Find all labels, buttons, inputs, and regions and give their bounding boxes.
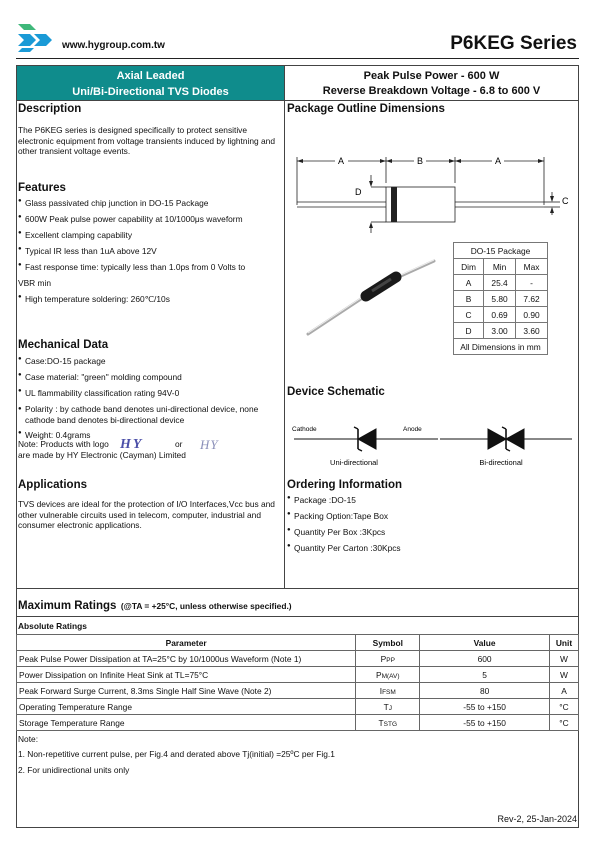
- applications-title: Applications: [18, 479, 88, 491]
- revision-label: Rev-2, 25-Jan-2024: [497, 814, 577, 824]
- description-title: Description: [18, 103, 82, 115]
- table-row: [17, 699, 579, 715]
- table-cell: B: [454, 291, 484, 307]
- list-item: ● Fast response time: typically less than 1.0ps from 0 Volts to: [18, 262, 282, 278]
- dim-label-b: B: [416, 156, 424, 166]
- list-item: ● Case:DO-15 package: [18, 356, 282, 372]
- list-item: ● Quantity Per Box :3Kpcs: [287, 527, 575, 543]
- table-cell: W: [549, 667, 578, 683]
- table-cell: 3.00: [484, 323, 516, 339]
- logo-note-line-1: Note: Products with logo: [18, 439, 109, 449]
- divider: [17, 616, 578, 617]
- device-schematic-drawing: [288, 420, 576, 472]
- bi-directional-label: Bi-directional: [479, 458, 523, 467]
- table-cell: Operating Temperature Range: [17, 699, 356, 715]
- rating-line-2: Reverse Breakdown Voltage - 6.8 to 600 V: [322, 85, 541, 97]
- ratings-heading: [18, 596, 292, 614]
- list-item: ● Glass passivated chip junction in DO-15 Package: [18, 198, 282, 214]
- ratings-condition: (@TA = +25°C, unless otherwise specified.): [120, 601, 292, 611]
- table-row: [17, 683, 579, 699]
- table-cell: °C: [549, 715, 578, 731]
- list-item-continuation: VBR min: [18, 278, 52, 288]
- list-item: ● Package :DO-15: [287, 495, 575, 511]
- table-cell: A: [454, 275, 484, 291]
- product-type-banner: [17, 66, 284, 100]
- table-cell: 7.62: [516, 291, 548, 307]
- table-row: [454, 307, 548, 323]
- symbol-cell: TJ: [356, 699, 420, 715]
- table-row: [17, 651, 579, 667]
- max-ratings-table: [16, 634, 579, 731]
- dim-label-d: D: [355, 187, 362, 197]
- list-item: ● UL flammability classification rating 94V-0: [18, 388, 282, 404]
- schematic-title: Device Schematic: [287, 386, 385, 398]
- table-header: Symbol: [356, 635, 420, 651]
- ordering-title: Ordering Information: [287, 479, 402, 491]
- note-1: 1. Non-repetitive current pulse, per Fig.4 and derated above Tj(initial) =25ºC per Fig.1: [18, 749, 335, 759]
- banner-line-2: Uni/Bi-Directional TVS Diodes: [72, 86, 229, 98]
- table-cell: Peak Pulse Power Dissipation at TA=25°C by 10/1000us Waveform (Note 1): [17, 651, 356, 667]
- rating-banner: [285, 66, 578, 100]
- table-cell: -55 to +150: [420, 715, 550, 731]
- table-cell: 0.69: [484, 307, 516, 323]
- hy-logo-1: HY: [120, 437, 144, 452]
- table-cell: A: [549, 683, 578, 699]
- table-cell: -: [516, 275, 548, 291]
- cathode-label: Cathode: [292, 426, 317, 433]
- diode-photo-icon: [300, 258, 440, 340]
- logo-note-line-2: are made by HY Electronic (Cayman) Limited: [18, 450, 186, 460]
- table-cell: 5: [420, 667, 550, 683]
- table-cell: 80: [420, 683, 550, 699]
- table-header: Parameter: [17, 635, 356, 651]
- table-header: Dim: [454, 259, 484, 275]
- table-cell: °C: [549, 699, 578, 715]
- company-url[interactable]: www.hygroup.com.tw: [62, 40, 165, 51]
- rating-line-1: Peak Pulse Power - 600 W: [363, 70, 500, 82]
- list-item: ● High temperature soldering: 260℃/10s: [18, 294, 282, 310]
- mechanical-title: Mechanical Data: [18, 339, 109, 351]
- series-title: P6KEG Series: [450, 33, 577, 54]
- table-footer: All Dimensions in mm: [454, 339, 548, 355]
- symbol-cell: TSTG: [356, 715, 420, 731]
- company-logo-icon: [16, 22, 58, 54]
- logo-note-or: or: [175, 439, 183, 449]
- symbol-cell: IFSM: [356, 683, 420, 699]
- symbol-cell: PPP: [356, 651, 420, 667]
- uni-directional-label: Uni-directional: [330, 458, 378, 467]
- table-cell: W: [549, 651, 578, 667]
- dim-label-a: A: [494, 156, 502, 166]
- table-cell: 600: [420, 651, 550, 667]
- table-cell: 3.60: [516, 323, 548, 339]
- notes-label: Note:: [18, 734, 39, 744]
- table-title: DO-15 Package: [454, 243, 548, 259]
- anode-label: Anode: [403, 426, 422, 433]
- table-header: Value: [420, 635, 550, 651]
- table-cell: 25.4: [484, 275, 516, 291]
- table-row: [454, 275, 548, 291]
- list-item: ● Weight: 0.4grams: [18, 430, 282, 442]
- table-cell: Storage Temperature Range: [17, 715, 356, 731]
- table-row: [17, 715, 579, 731]
- applications-text: TVS devices are ideal for the protection of I/O Interfaces,Vcc bus and other vulnerable circuits used in telecom, computer, industrial and consumer electronic applications.: [18, 499, 275, 531]
- table-cell: Power Dissipation on Infinite Heat Sink at TL=75°C: [17, 667, 356, 683]
- table-cell: Peak Forward Surge Current, 8.3ms Single Half Sine Wave (Note 2): [17, 683, 356, 699]
- table-cell: -55 to +150: [420, 699, 550, 715]
- table-cell: 0.90: [516, 307, 548, 323]
- table-cell: C: [454, 307, 484, 323]
- list-item: ● Typical IR less than 1uA above 12V: [18, 246, 282, 262]
- list-item: ● Packing Option:Tape Box: [287, 511, 575, 527]
- absolute-ratings-subtitle: Absolute Ratings: [18, 621, 87, 631]
- dim-label-a: A: [337, 156, 345, 166]
- list-item: ● 600W Peak pulse power capability at 10/1000μs waveform: [18, 214, 282, 230]
- table-cell: 5.80: [484, 291, 516, 307]
- ordering-list: [287, 495, 575, 559]
- features-list: [18, 198, 282, 310]
- package-dimensions-table: [453, 242, 548, 355]
- list-item: ● Case material: "green" molding compound: [18, 372, 282, 388]
- table-header: Max: [516, 259, 548, 275]
- table-row: [454, 291, 548, 307]
- list-item: ● Polarity : by cathode band denotes uni-directional device, none cathode band denotes bi-directional device: [18, 404, 282, 430]
- ratings-title: Maximum Ratings: [18, 600, 117, 612]
- features-title: Features: [18, 182, 66, 194]
- dim-label-c: C: [562, 196, 569, 206]
- header-rule: [16, 58, 579, 59]
- description-text: The P6KEG series is designed specifically to protect sensitive electronic equipment from voltage transients induced by lightning and other transient voltage events.: [18, 125, 275, 157]
- table-row: [454, 323, 548, 339]
- divider: [17, 100, 578, 101]
- banner-line-1: Axial Leaded: [116, 70, 185, 82]
- table-row: [17, 667, 579, 683]
- package-title: Package Outline Dimensions: [287, 103, 445, 115]
- column-divider: [284, 66, 285, 588]
- hy-logo-2: HY: [200, 437, 219, 452]
- list-item: ● Excellent clamping capability: [18, 230, 282, 246]
- list-item: ● Quantity Per Carton :30Kpcs: [287, 543, 575, 559]
- table-header: Unit: [549, 635, 578, 651]
- note-2: 2. For unidirectional units only: [18, 765, 130, 775]
- divider: [17, 588, 578, 589]
- package-outline-drawing: [290, 145, 575, 240]
- table-cell: D: [454, 323, 484, 339]
- symbol-cell: PM(AV): [356, 667, 420, 683]
- mechanical-list: [18, 356, 282, 442]
- table-header: Min: [484, 259, 516, 275]
